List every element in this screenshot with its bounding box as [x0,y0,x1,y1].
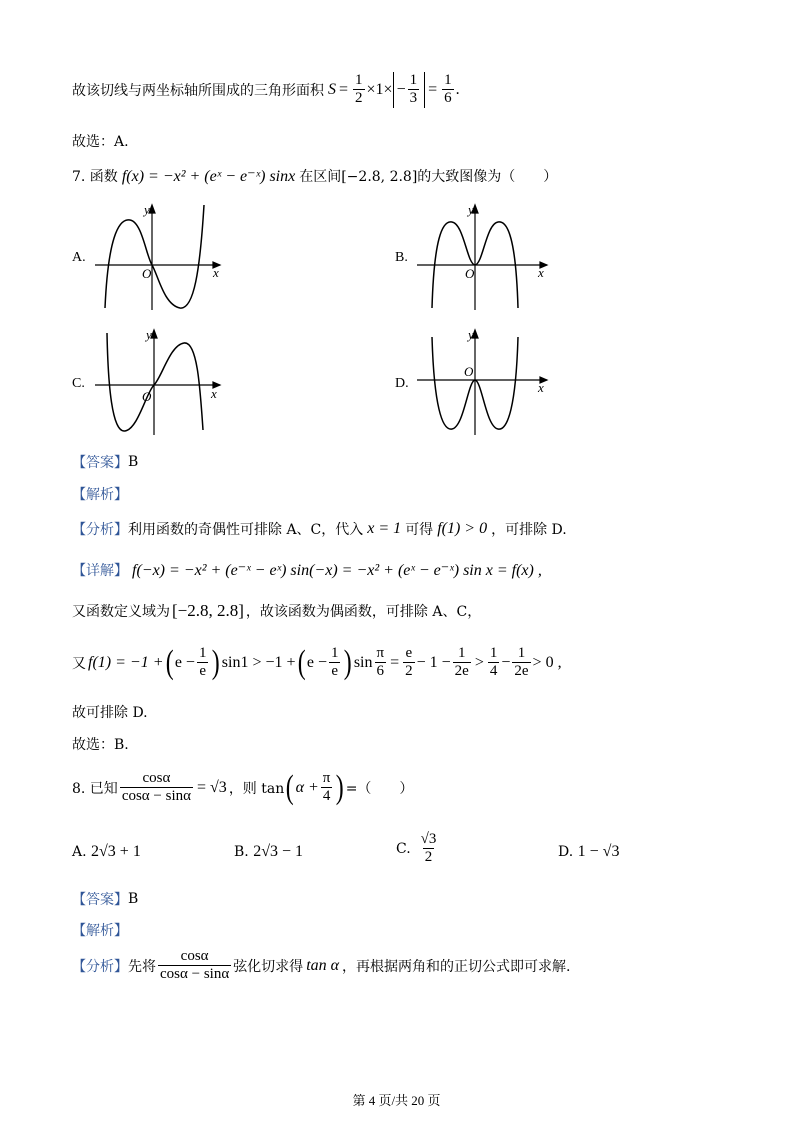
question-8: 8. 已知 $\frac{\cos\alpha}{\cos\alpha - \sin\alpha}$ = √3 ，则 tan ( α + $\frac{\pi}{4}$ ) =（ ） [72,768,414,806]
option-8d: D. 1 − √3 [558,843,620,860]
option-a-label: A. [72,250,86,265]
graph-c-y-label: y [146,327,152,342]
graph-b-origin: O [465,266,475,281]
q8-fraction: $\frac{\cos\alpha}{\cos\alpha - \sin\alpha}$ [121,770,191,805]
fraction-half: $\frac{1}{2}$ [355,72,363,107]
graph-c [90,325,230,440]
domain-line: 又函数定义域为 [−2.8, 2.8] ，故该函数为偶函数，可排除 A、C， [72,601,482,620]
area-conclusion-line: 故该切线与两坐标轴所围成的三角形面积 S = $\frac{1}{2}$ ×1× − $\frac{1}{3}$ = $\frac{1}{6}$ . [72,72,460,107]
fenxi8-fraction: $\frac{\cos\alpha}{\cos\alpha - \sin\alpha}$ [160,948,230,983]
analysis-heading-8: 【解析】 [72,923,128,939]
q7-formula: f(x) = −x² + (eˣ − e⁻ˣ) sinx [121,168,296,185]
exclude-d-line: 故可排除 D. [72,705,148,721]
fenxi-7: 【分析】 利用函数的奇偶性可排除 A、C，代入 x = 1 可得 f(1) > 0 ，可排除 D. [72,520,567,538]
analysis-heading-7: 【解析】 [72,487,128,503]
option-8a: A. 2√3 + 1 [72,843,141,860]
answer-8: 【答案】 B [72,891,139,908]
graph-a [90,200,230,315]
graph-a-y-label: y [144,202,150,217]
graph-d-origin: O [464,364,474,379]
answer-7: 【答案】 B [72,454,139,471]
graph-a-x-label: x [213,265,219,280]
xiangjie-7: 【详解】 f(−x) = −x² + (e⁻ˣ − eˣ) sin(−x) = −x² + (eˣ − e⁻ˣ) sin x = f(x) , [72,562,542,579]
f1-evaluation: 又 f(1) = −1 + ( e − $\frac{1}{e}$ ) sin1 > −1 + ( e − $\frac{1}{e}$ ) sin $\frac{\pi}{6}$ = $\frac{e}{2}$ − 1 − $\frac{1}{2e}$ > $\frac{1}{4}$ − $\frac{1}{2e}$ > 0 , [72,643,562,681]
page-footer: 第 4 页/共 20 页 [352,1093,441,1108]
choose-a-line: 故选：A. [72,134,129,150]
graph-b [412,200,552,315]
graph-d-x-label: x [538,380,544,395]
fraction-sixth: $\frac{1}{6}$ [444,72,452,107]
option-c-label: C. [72,376,85,391]
graph-d [412,325,552,440]
graph-b-y-label: y [468,202,474,217]
graph-c-origin: O [142,389,152,404]
option-b-label: B. [395,250,408,265]
graph-b-x-label: x [538,265,544,280]
question-7: 7. 函数 f(x) = −x² + (eˣ − e⁻ˣ) sinx 在区间[−2.8, 2.8]的大致图像为（ ） [72,168,558,185]
absolute-value: − $\frac{1}{3}$ [393,72,426,108]
fenxi-8: 【分析】 先将 $\frac{\cos\alpha}{\cos\alpha - \sin\alpha}$ 弦化切求得 tan α ，再根据两角和的正切公式即可求解. [72,948,571,983]
option-d-label: D. [395,376,409,391]
graph-d-y-label: y [468,327,474,342]
option-8b: B. 2√3 − 1 [234,843,304,860]
area-conclusion-text: 故该切线与两坐标轴所围成的三角形面积 [72,82,324,99]
graph-a-origin: O [142,266,152,281]
option-8c: C. $\frac{√3}{2}$ [396,831,437,866]
graph-c-x-label: x [211,386,217,401]
choose-b-line: 故选：B. [72,737,129,753]
